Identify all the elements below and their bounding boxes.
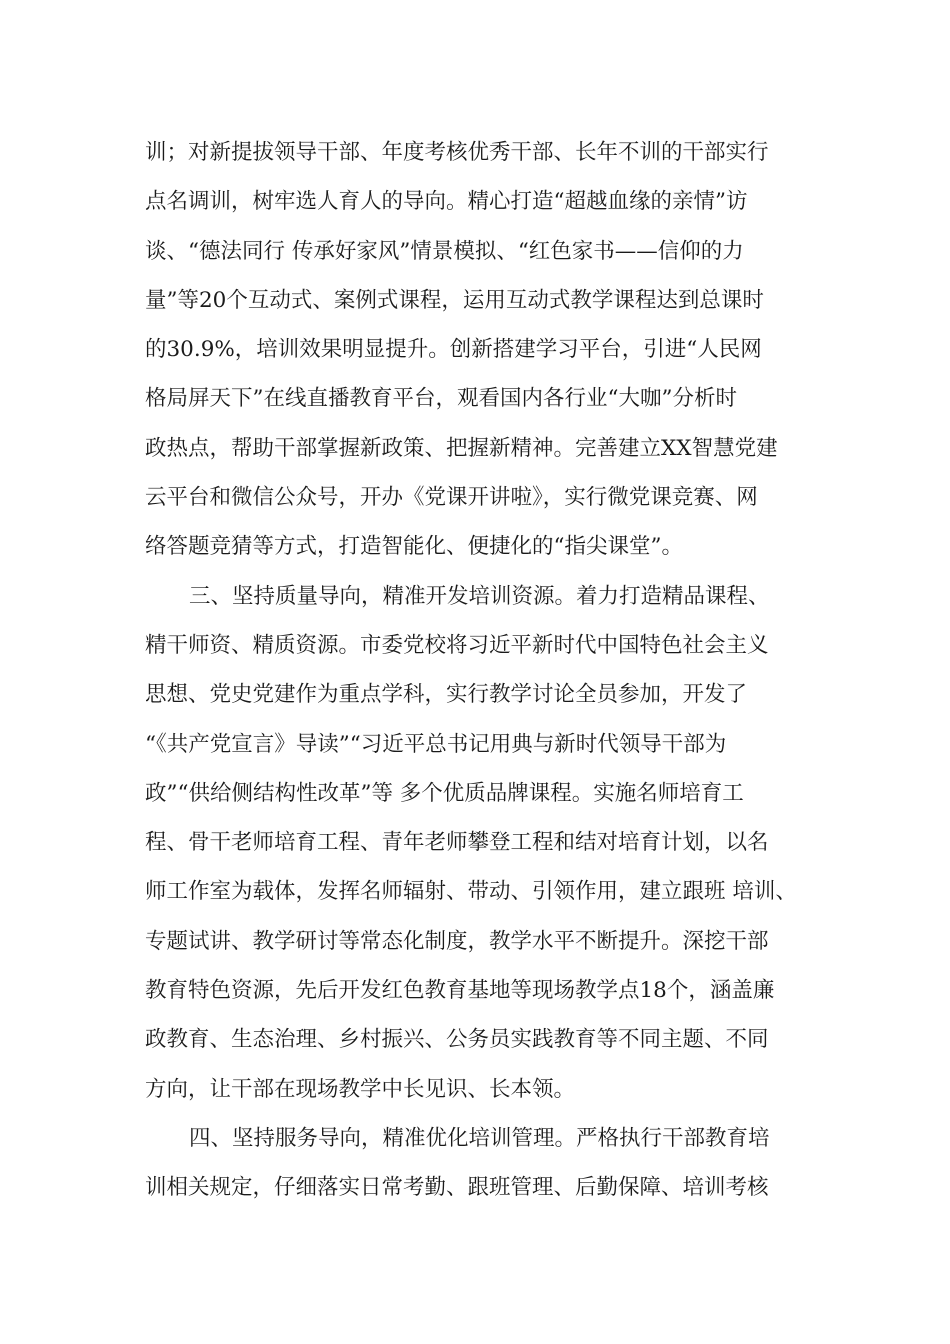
text-line: 政”“供给侧结构性改革”等 多个优质品牌课程。实施名师培育工	[145, 780, 744, 806]
text-line: “《共产党宣言》导读”“习近平总书记用典与新时代领导干部为	[145, 731, 727, 757]
text-line: 训；对新提拔领导干部、年度考核优秀干部、长年不训的干部实行	[145, 140, 769, 165]
paragraph-first-line: 四、坚持服务导向，精准优化培训管理。严格执行干部教育培	[189, 1125, 770, 1151]
text-line: 格局屏天下”在线直播教育平台，观看国内各行业“大咖”分析时	[145, 386, 737, 412]
text-line: 方向，让干部在现场教学中长见识、长本领。	[145, 1076, 576, 1102]
text-line: 云平台和微信公众号，开办《党课开讲啦》，实行微党课竞赛、网	[145, 485, 758, 511]
text-line: 量”等20个互动式、案例式课程，运用互动式教学课程达到总课时	[145, 287, 764, 313]
text-line: 点名调训，树牢选人育人的导向。精心打造“超越血缘的亲情”访	[145, 189, 748, 215]
text-line: 教育特色资源，先后开发红色教育基地等现场教学点18个，涵盖廉	[145, 978, 775, 1004]
text-line: 精干师资、精质资源。市委党校将习近平新时代中国特色社会主义	[145, 632, 769, 658]
document-body	[145, 128, 835, 1213]
text-line: 政教育、生态治理、乡村振兴、公务员实践教育等不同主题、不同	[145, 1027, 769, 1053]
text-line: 思想、党史党建作为重点学科，实行教学讨论全员参加，开发了	[145, 682, 748, 708]
text-line: 谈、“德法同行 传承好家风”情景模拟、“红色家书——信仰的力	[145, 238, 744, 264]
text-line: 程、骨干老师培育工程、青年老师攀登工程和结对培育计划，以名	[145, 830, 769, 856]
text-line: 的30.9%，培训效果明显提升。创新搭建学习平台，引进“人民网	[145, 337, 762, 363]
text-line: 专题试讲、教学研讨等常态化制度，教学水平不断提升。深挖干部	[145, 928, 769, 954]
text-line: 训相关规定，仔细落实日常考勤、跟班管理、后勤保障、培训考核	[145, 1175, 769, 1201]
text-line: 络答题竞猜等方式，打造智能化、便捷化的“指尖课堂”。	[145, 534, 683, 560]
text-line: 师工作室为载体，发挥名师辐射、带动、引领作用，建立跟班 培训、	[145, 879, 797, 905]
paragraph-first-line: 三、坚持质量导向，精准开发培训资源。着力打造精品课程、	[189, 583, 770, 609]
text-line: 政热点，帮助干部掌握新政策、把握新精神。完善建立XX智慧党建	[145, 435, 778, 461]
